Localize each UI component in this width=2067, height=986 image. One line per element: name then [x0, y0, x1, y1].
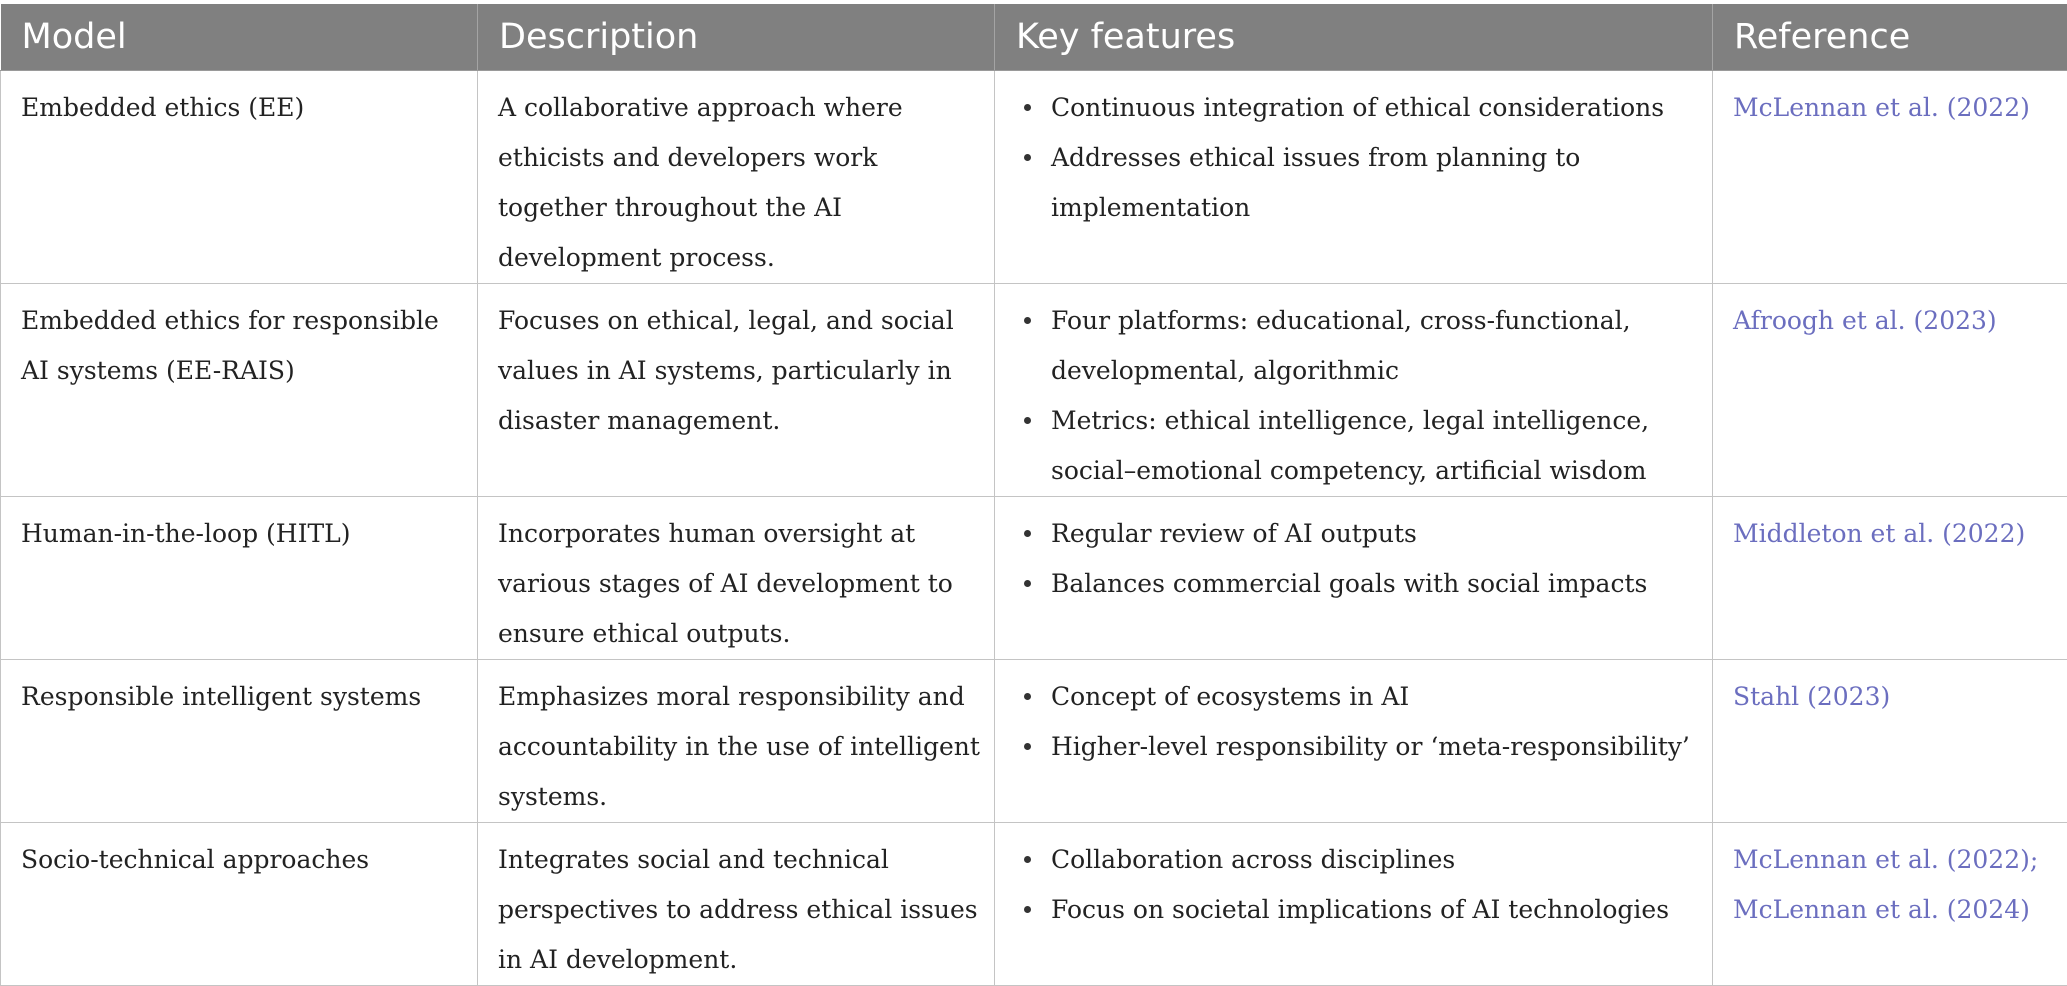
model-cell: Embedded ethics for responsible AI systems (EE-RAIS) — [1, 284, 478, 497]
table-row — [1, 660, 2067, 823]
table-row — [1, 71, 2067, 284]
feature-item: Four platforms: educational, cross-functional, developmental, algorithmic — [1051, 296, 1702, 396]
feature-item: Focus on societal implications of AI technologies — [1051, 885, 1702, 935]
description-cell: Emphasizes moral responsibility and accountability in the use of intelligent systems. — [478, 660, 995, 823]
reference-link[interactable]: Stahl (2023) — [1733, 672, 2057, 722]
reference-link[interactable]: McLennan et al. (2022); — [1733, 835, 2057, 885]
features-list — [1015, 672, 1702, 772]
features-list — [1015, 835, 1702, 935]
table-row — [1, 823, 2067, 986]
reference-cell — [1713, 660, 2067, 823]
features-cell — [995, 284, 1713, 497]
feature-item: Balances commercial goals with social impacts — [1051, 559, 1702, 609]
model-cell: Socio-technical approaches — [1, 823, 478, 986]
reference-link[interactable]: McLennan et al. (2022) — [1733, 83, 2057, 133]
description-cell: Incorporates human oversight at various stages of AI development to ensure ethical outputs. — [478, 497, 995, 660]
feature-item: Collaboration across disciplines — [1051, 835, 1702, 885]
features-cell — [995, 497, 1713, 660]
feature-item: Addresses ethical issues from planning to implementation — [1051, 133, 1702, 233]
header-description: Description — [478, 4, 995, 71]
feature-item: Regular review of AI outputs — [1051, 509, 1702, 559]
features-cell — [995, 71, 1713, 284]
reference-cell — [1713, 823, 2067, 986]
reference-cell — [1713, 71, 2067, 284]
reference-link[interactable]: Middleton et al. (2022) — [1733, 509, 2057, 559]
description-cell: Integrates social and technical perspectives to address ethical issues in AI development. — [478, 823, 995, 986]
features-cell — [995, 660, 1713, 823]
model-cell: Responsible intelligent systems — [1, 660, 478, 823]
model-cell: Embedded ethics (EE) — [1, 71, 478, 284]
header-model: Model — [1, 4, 478, 71]
table-body — [1, 71, 2067, 986]
header-key-features: Key features — [995, 4, 1713, 71]
header-row — [1, 4, 2067, 71]
feature-item: Metrics: ethical intelligence, legal intelligence, social–emotional competency, artificial wisdom — [1051, 396, 1702, 496]
table-row — [1, 284, 2067, 497]
feature-item: Higher-level responsibility or ‘meta-responsibility’ — [1051, 722, 1702, 772]
reference-cell — [1713, 497, 2067, 660]
reference-link[interactable]: Afroogh et al. (2023) — [1733, 296, 2057, 346]
ethics-models-table — [0, 4, 2067, 986]
features-list — [1015, 296, 1702, 496]
feature-item: Concept of ecosystems in AI — [1051, 672, 1702, 722]
features-cell — [995, 823, 1713, 986]
reference-cell — [1713, 284, 2067, 497]
table-row — [1, 497, 2067, 660]
table-header — [1, 4, 2067, 71]
description-cell: Focuses on ethical, legal, and social values in AI systems, particularly in disaster management. — [478, 284, 995, 497]
feature-item: Continuous integration of ethical considerations — [1051, 83, 1702, 133]
model-cell: Human-in-the-loop (HITL) — [1, 497, 478, 660]
features-list — [1015, 83, 1702, 233]
header-reference: Reference — [1713, 4, 2067, 71]
reference-link[interactable]: McLennan et al. (2024) — [1733, 885, 2057, 935]
description-cell: A collaborative approach where ethicists and developers work together throughout the AI development process. — [478, 71, 995, 284]
features-list — [1015, 509, 1702, 609]
